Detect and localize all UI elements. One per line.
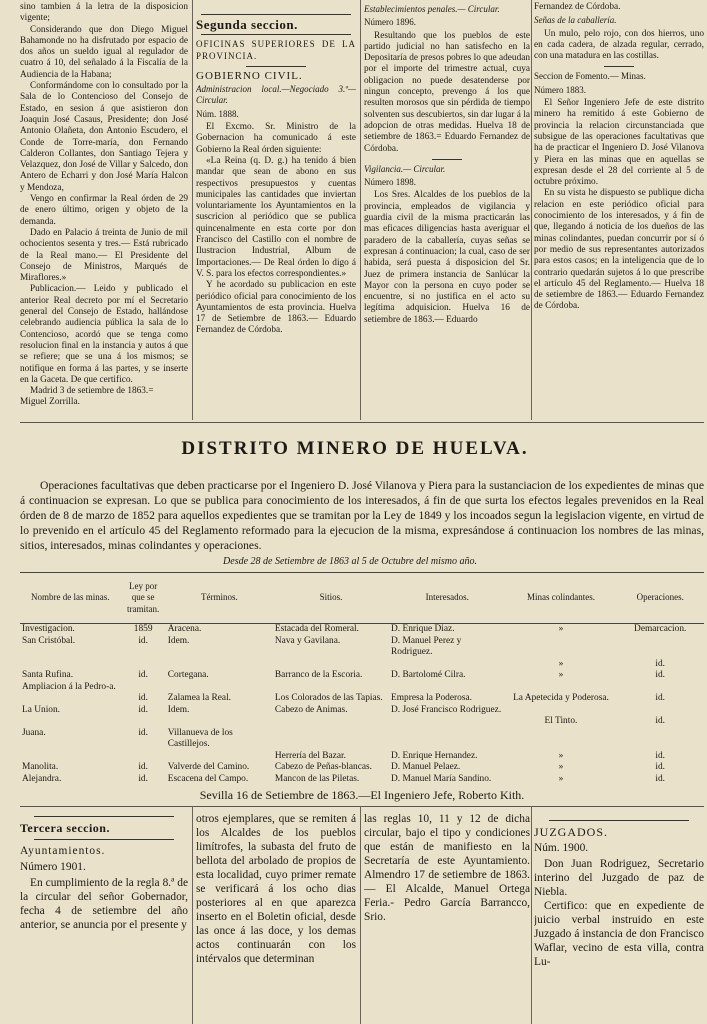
paragraph: El Señor Ingeniero Jefe de este distrito minero ha remitido á este Gobierno de provincia la relacion circunstanciada que subsigue de las operaciones facultativas que ha de practicar el Ingeniero D. José Vilanova y Piera en las minas que en aquellas se expresan desde el 28 del corriente al 5 de octubre próximo. (534, 98, 704, 188)
signature-line: Miguel Zorrilla. (20, 397, 80, 408)
section-heading: Señas de la caballería. (534, 15, 617, 26)
paragraph: Publicacion.— Leido y publicado el anterior Real decreto por mí el Secretario general del Consejo de Estado, hallándose celebrando audiencia pública la sala de lo Contencioso, acordó que se tenga como resolucion final en la instancia y autos á que se refiere; que se una á los mismos; se notifique en forma á las partes, y se inserte en la Gaceta. De que certifico. (20, 284, 188, 385)
paragraph: En cumplimiento de la regla 8.ª de la circular del señor Gobernador, fecha 4 de setiembre del año anterior, se anuncia por el presente y (20, 877, 188, 931)
paragraph: las reglas 10, 11 y 12 de dicha circular, bajo el tipo y condiciones que están de manifiesto en la Secretaría de este Ayuntamiento. Almendro 17 de setiembre de 1863.— El Alcalde, Manuel Ortega Feria.- Pedro García Barrancco, Srio. (364, 813, 530, 923)
table-cell (121, 682, 166, 694)
table-cell (20, 716, 121, 728)
table-cell: Aracena. (167, 624, 202, 634)
table-cell: id. (655, 658, 666, 669)
column-header: Interesados. (389, 573, 505, 624)
paragraph: Certifico: que en expediente de juicio verbal instruido en este Juzgado á instancia de don Francisco Waflar, vecino de esta villa, contra Lu- (534, 900, 704, 968)
column-rule (192, 0, 193, 420)
table-row (20, 728, 704, 751)
table-row (20, 705, 704, 717)
table-row (20, 693, 704, 705)
table-cell: 1859 (133, 624, 153, 634)
table-cell: id. (655, 716, 666, 726)
table-cell (506, 728, 617, 751)
table-cell (166, 682, 273, 694)
table-cell: El Tinto. (544, 716, 578, 726)
table-cell: » (558, 750, 564, 761)
section-heading: Segunda seccion. (196, 17, 298, 32)
table-cell: San Cristóbal. (22, 635, 76, 646)
date-range: Desde 28 de Setiembre de 1863 al 5 de Octubre del mismo año. (223, 556, 477, 567)
table-cell (616, 728, 704, 751)
ayunt-heading: Ayuntamientos. (20, 845, 106, 857)
table-cell: Investigacion. (22, 624, 75, 634)
table-cell: id. (655, 670, 666, 680)
table-row (20, 762, 704, 774)
table-cell: D. Manuel Pelaez. (391, 762, 461, 772)
table-cell (616, 636, 704, 659)
divider (20, 422, 704, 423)
table-cell (273, 728, 389, 751)
table-cell: » (558, 624, 564, 634)
divider (201, 14, 351, 15)
column-header: Minas colindantes. (506, 573, 617, 624)
table-cell (389, 659, 505, 671)
section-heading: Vigilancia.— Circular. (364, 163, 446, 174)
paragraph: Dado en Palacio á treinta de Junio de mil ochocientos sesenta y tres.— Está rubricado de la Real mano.— El Presidente del Consejo de Ministros, Marqués de Miraflores.» (20, 227, 188, 284)
number-heading: Número 1898. (364, 177, 416, 188)
table-cell: Herrería del Bazar. (274, 750, 346, 761)
column-rule (531, 806, 532, 1024)
table-row (20, 624, 704, 636)
column-header: Operaciones. (616, 573, 704, 624)
number-heading: Número 1896. (364, 17, 416, 28)
table-cell: Mancon de las Piletas. (274, 773, 360, 784)
table-cell: Escacena del Campo. (167, 773, 249, 784)
table-cell: id. (655, 750, 666, 761)
number-heading: Número 1883. (534, 84, 586, 95)
table-cell: Los Colorados de las Tapias. (274, 693, 383, 703)
table-cell (506, 705, 617, 717)
column-rule (192, 806, 193, 1024)
section-heading: Establecimientos penales.— Circular. (364, 4, 500, 14)
column-1 (20, 2, 188, 409)
table-cell: id. (138, 693, 148, 703)
table-cell: » (558, 670, 564, 680)
table-cell (166, 716, 273, 728)
table-cell: Estacada del Romeral. (274, 624, 359, 634)
table-row (20, 670, 704, 682)
table-cell: D. José Francisco Rodriguez. (391, 704, 502, 715)
table-cell (616, 705, 704, 717)
number-heading: Núm. 1900. (534, 842, 589, 854)
dept-heading: Administracion local.—Negociado 3.º—Circular. (196, 84, 356, 106)
office-heading: OFICINAS SUPERIORES DE LA PROVINCIA. (196, 39, 356, 61)
table-cell (506, 682, 617, 694)
table-cell: id. (138, 635, 148, 646)
bottom-column-1 (20, 812, 188, 932)
table-cell: La Union. (22, 704, 61, 715)
table-cell: id. (138, 773, 148, 784)
paragraph: Don Juan Rodriguez, Secretario interino del Juzgado de paz de Niebla. (534, 858, 704, 898)
paragraph: «La Reina (q. D. g.) ha tenido á bien mandar que sean de abono en sus respectivos presupuestos y cuentas municipales las cantidades que inviertan voluntariamente los Ayuntamientos en la suscricion al periódico que se publica quincenalmente en esta corte por don Francisco del Castillo con el nombre de Ilustracion Industrial, Album de Importaciones.— De Real órden lo digo á V. S. para los efectos correspondientes.» (196, 155, 356, 279)
table-cell: id. (655, 762, 666, 772)
paragraph: Fernandez de Córdoba. (534, 2, 621, 12)
column-3 (364, 2, 530, 326)
table-cell (20, 659, 121, 671)
paragraph: Y he acordado su publicacion en este periódico oficial para conocimiento de los Ayuntamientos de esta provincia. Huelva 17 de Setiembre de 1863.— Eduardo Fernandez de Córdoba. (196, 280, 356, 336)
section-heading: JUZGADOS. (534, 825, 609, 839)
table-cell (273, 716, 389, 728)
divider (20, 806, 704, 807)
paragraph: El Excmo. Sr. Ministro de la Gobernacion ha comunicado á este Gobierno la Real órden siguiente: (196, 122, 356, 155)
table-row (20, 659, 704, 671)
column-rule (360, 0, 361, 420)
table-cell: id. (138, 762, 148, 772)
column-4 (534, 2, 704, 313)
table-cell: Santa Rufina. (22, 670, 74, 680)
paragraph: Los Sres. Alcaldes de los pueblos de la provincia, empleados de vigilancia y guardia civil de la misma practicarán las mas eficaces diligencias hasta averiguar el paradero de la caballería, cuyas señas se expresan á continuacion; la cual, caso de ser habida, será puesta á disposicion del Sr. Juez de primera instancia de Sanlúcar la Mayor con la persona en cuyo poder se encuentre, si no justifica en el acto su legítima adquisicion. Huelva 16 de setiembre de 1863.— Eduardo (364, 190, 530, 325)
table-cell: D. Enrique Diaz. (391, 624, 455, 634)
column-header: Términos. (166, 573, 273, 624)
table-row (20, 751, 704, 763)
paragraph: Conformándome con lo consultado por la Sala de lo Contencioso del Consejo de Estado, en sesion á que asistieron don Joaquin José Casaus, Presidente; don José Antonio Olañeta, don Antonio Escudero, el Conde de Torre-maría, don Fernando Calderon Collantes, don Santiago Tejera y Velazquez, don José de Villar y Salcedo, don Antero de Echarri y don José María Halcon y Mendoza, (20, 81, 188, 193)
table-cell: Barranco de la Escoria. (274, 670, 363, 680)
table-cell (121, 659, 166, 671)
section-heading: Seccion de Fomento.— Minas. (534, 71, 646, 82)
paragraph: Considerando que don Diego Miguel Bahamonde no ha disfrutado por espacio de dos años un sueldo igual al regulador de cuatro á 10, del señalado á la Fiscalía de la Audiencia de la Habana; (20, 24, 188, 80)
table-cell: id. (138, 704, 148, 715)
table-cell (389, 728, 505, 751)
table-cell (20, 751, 121, 763)
table-cell (506, 636, 617, 659)
table-cell: Juana. (22, 727, 46, 738)
table-cell: » (558, 762, 564, 772)
table-row (20, 682, 704, 694)
table-cell (389, 716, 505, 728)
divider (34, 839, 174, 840)
table-cell (121, 716, 166, 728)
paragraph: En su vista he dispuesto se publique dicha relacion en este periódico oficial para conocimiento de los interesados, y á fin de que, llegando á noticia de los dueños de las minas colindantes, puedan concurrir por sí ó por medio de sus representantes autorizados para estos casos; en la inteligencia que de lo contrario quedarán sujetos á lo que prescribe el artículo 45 del Reglamento.— Huelva 18 de setiembre de 1863.— Eduardo Fernandez de Córdoba. (534, 188, 704, 312)
table-cell: id. (138, 670, 148, 680)
table-cell: id. (138, 727, 148, 738)
bottom-column-4 (534, 812, 704, 969)
column-header: Nombre de las minas. (20, 573, 121, 624)
column-header: Sitios. (273, 573, 389, 624)
intro-paragraph: Operaciones facultativas que deben practicarse por el Ingeniero D. José Vilanova y Piera para la sustanciacion de los expedientes de minas que á continuacion se expresan. Lo que se publica para conocimiento de los interesados, á fin de que surta los efectos legales prevenidos en la Real órden de 8 de marzo de 1852 para aquellos expedientes que se tramitan por la Ley de 1849 y los incoados segun la legislacion vigente, en virtud de lo prevenido en el artículo 45 del Reglamento reformado para la ejecucion de la misma, expresándose á continuacion los nombres de las minas, sitios, interesados, minas colindantes y operaciones. (20, 479, 704, 552)
table-cell: Cabezo de Animas. (274, 704, 348, 715)
table-cell (20, 693, 121, 705)
table-cell (273, 682, 389, 694)
table-row (20, 774, 704, 786)
table-row (20, 636, 704, 659)
table-cell: Cortegana. (167, 670, 209, 680)
table-cell: Alejandra. (22, 773, 62, 784)
table-cell: id. (655, 693, 666, 703)
table-cell: Villanueva de los Castillejos. (167, 727, 233, 749)
column-2 (196, 2, 356, 337)
table-cell: Nava y Gavilana. (274, 635, 341, 646)
table-cell (273, 659, 389, 671)
table-cell: Cabezo de Peñas-blancas. (274, 762, 373, 772)
paragraph: Un mulo, pelo rojo, con dos hierros, uno en cada cadera, de alzada regular, cerrado, con una matadura en las costillas. (534, 28, 704, 62)
column-header: Ley por que se tramitan. (121, 573, 166, 624)
table-cell: Idem. (167, 704, 190, 715)
bottom-column-2 (196, 812, 356, 966)
divider (246, 66, 306, 67)
mines-table (20, 572, 704, 785)
bottom-column-3 (364, 812, 530, 924)
table-cell: » (558, 773, 564, 784)
paragraph: otros ejemplares, que se remiten á los Alcaldes de los pueblos limítrofes, la subasta del fruto de bellota del arbolado de propios de esta localidad, cuyo primer remate se verificará á los ocho dias posteriores al en que aparezca inserto en el Boletin oficial, desde las once á las doce, y los demas actos continuarán con los intérvalos que determinan (196, 813, 356, 965)
signature-line: Sevilla 16 de Setiembre de 1863.—El Ingeniero Jefe, Roberto Kith. (199, 788, 525, 802)
table-cell: Zalamea la Real. (167, 693, 232, 703)
divider (34, 816, 174, 817)
number-heading: Núm. 1888. (196, 108, 239, 119)
table-cell: La Apetecida y Poderosa. (513, 693, 609, 703)
paragraph: Vengo en confirmar la Real órden de 29 de enero último, origen y objeto de la demanda. (20, 194, 188, 227)
divider (604, 66, 634, 67)
column-rule (360, 806, 361, 1024)
divider (549, 820, 689, 821)
table-cell (389, 682, 505, 694)
paragraph: Resultando que los pueblos de este partido judicial no han satisfecho en la Depositaría de presos pobres lo que adeudan por el importe del trimestre actual, cuya obligacion no puede desatenderse por ningun concepto, prevengo á los que resulten morosos que sin pérdida de tiempo solventen sus descubiertos, sin dar lugar á la adopcion de otras medidas. Huelva 18 de setiembre de 1863.= Eduardo Fernandez de Córdoba. (364, 30, 530, 154)
table-cell: » (558, 658, 564, 669)
table-cell: Ampliacion á la Pedro-a. (22, 681, 116, 692)
table-cell (121, 751, 166, 763)
number-heading: Número 1901. (20, 861, 86, 873)
table-cell (166, 659, 273, 671)
table-row (20, 716, 704, 728)
table-cell: Idem. (167, 635, 190, 646)
column-rule (531, 0, 532, 420)
table-cell (166, 751, 273, 763)
table-cell: Demarcacion. (634, 624, 687, 634)
table-cell: D. Bartolomé Cilra. (391, 670, 466, 680)
gov-heading: GOBIERNO CIVIL. (196, 69, 303, 82)
table-cell: Empresa la Poderosa. (391, 693, 472, 703)
section-heading: Tercera seccion. (20, 821, 110, 835)
table-body (20, 624, 704, 786)
banner-title: DISTRITO MINERO DE HUELVA. (181, 438, 529, 459)
table-cell: Manolita. (22, 762, 59, 772)
table-cell: D. Manuel Perez y Rodriguez. (391, 635, 462, 657)
divider (432, 159, 462, 160)
table-cell: D. Manuel María Sandino. (391, 773, 492, 784)
table-cell: Valverde del Camino. (167, 762, 250, 772)
table-cell: D. Enrique Hernandez. (391, 750, 478, 761)
divider (201, 34, 351, 35)
table-cell: id. (655, 773, 666, 784)
paragraph: Madrid 3 de setiembre de 1863.= (30, 386, 154, 397)
table-cell (616, 682, 704, 694)
paragraph: sino tambien á la letra de la disposicion vigente; (20, 2, 188, 24)
